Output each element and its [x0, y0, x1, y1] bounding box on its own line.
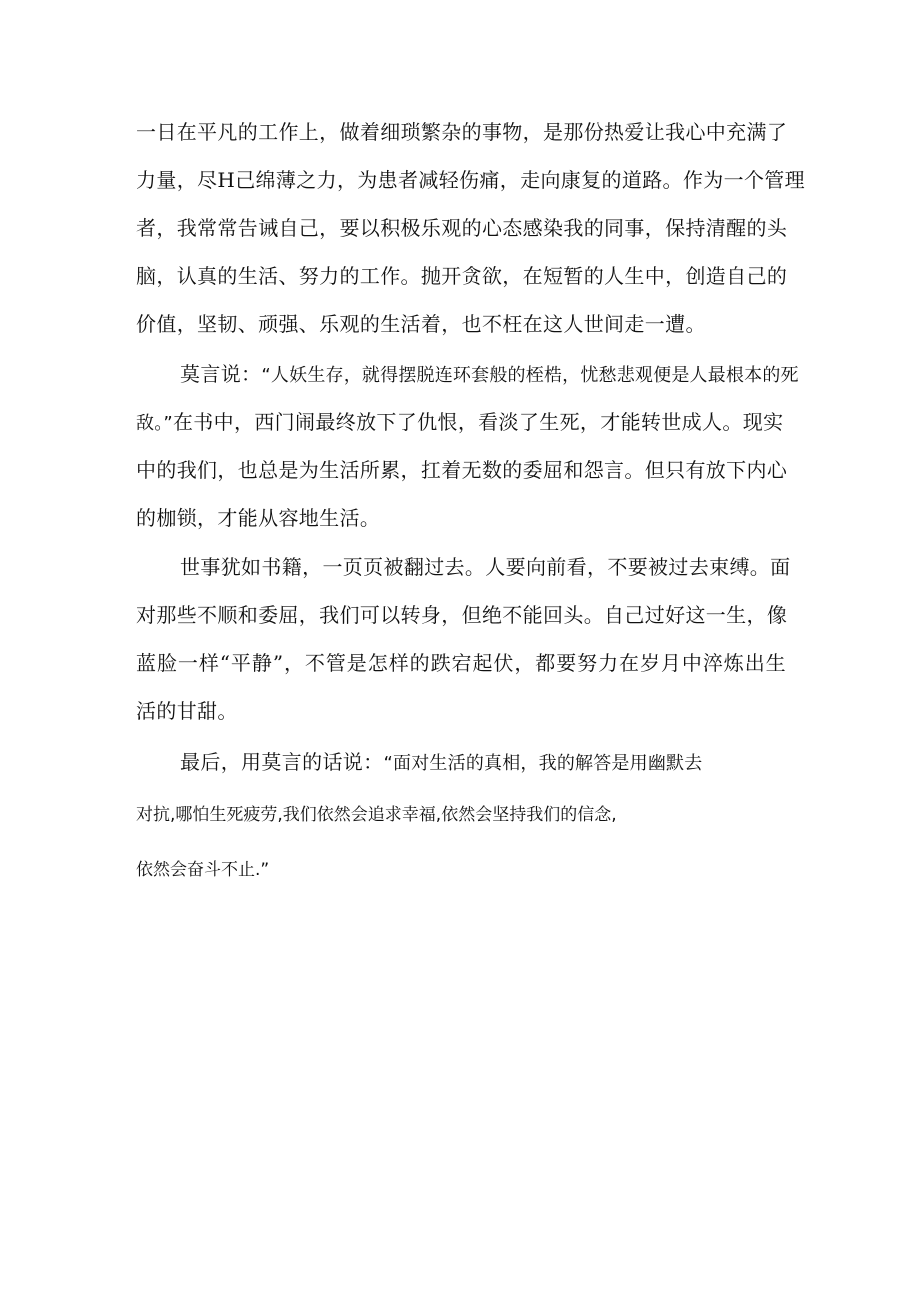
paragraph-1-line-5: 价值，坚韧、顽强、乐观的生活着，也不枉在这人世间走一遭。	[136, 312, 706, 336]
paragraph-4-line-1	[180, 748, 786, 778]
paragraph-3-line-2: 对那些不顺和委屈，我们可以转身，但绝不能回头。自己过好这一生，像	[136, 603, 788, 627]
closing-quote-start: “面对生活的真相，我的解答是用幽默去	[383, 753, 703, 774]
mo-yan-quote-end: 敌。”	[136, 413, 173, 434]
closing-intro-text: 最后，用莫言的话说：	[180, 750, 384, 774]
paragraph-4-line-3: 依然会奋斗不止.”	[136, 860, 270, 880]
paragraph-1-line-4: 脑，认真的生活、努力的工作。抛开贪欲，在短暂的人生中，创造自己的	[136, 264, 788, 288]
paragraph-2-line-3: 中的我们，也总是为生活所累，扛着无数的委屈和怨言。但只有放下内心	[136, 458, 788, 482]
paragraph-2-line-2	[136, 408, 786, 438]
mo-yan-quote-start: “人妖生存，就得摆脱连环套般的桎梏，忧愁悲观便是人最根本的死	[261, 365, 799, 386]
paragraph-4-line-2: 对抗,哪怕生死疲劳,我们依然会追求幸福,依然会坚持我们的信念,	[136, 805, 617, 825]
paragraph-1-line-2: 力量，尽H己绵薄之力，为患者减轻伤痛，走向康复的道路。作为一个管理	[136, 168, 805, 192]
paragraph-2-line-4: 的枷锁，才能从容地生活。	[136, 506, 381, 530]
paragraph-2-line-2-text: 在书中，西门闹最终放下了仇恨，看淡了生死，才能转世成人。现实	[172, 410, 784, 434]
paragraph-2-line-1	[180, 360, 799, 390]
paragraph-3-line-4: 活的甘甜。	[136, 699, 238, 723]
paragraph-3-line-1: 世事犹如书籍，一页页被翻过去。人要向前看，不要被过去束缚。面	[180, 555, 791, 579]
quote-intro-text: 莫言说：	[180, 362, 262, 386]
paragraph-3-line-3: 蓝脸一样“平静”，不管是怎样的跌宕起伏，都要努力在岁月中淬炼出生	[136, 651, 786, 675]
paragraph-1-line-1: 一日在平凡的工作上，做着细琐繁杂的事物，是那份热爱让我心中充满了	[136, 120, 788, 144]
paragraph-1-line-3: 者，我常常告诫自己，要以积极乐观的心态感染我的同事，保持清醒的头	[136, 216, 788, 240]
